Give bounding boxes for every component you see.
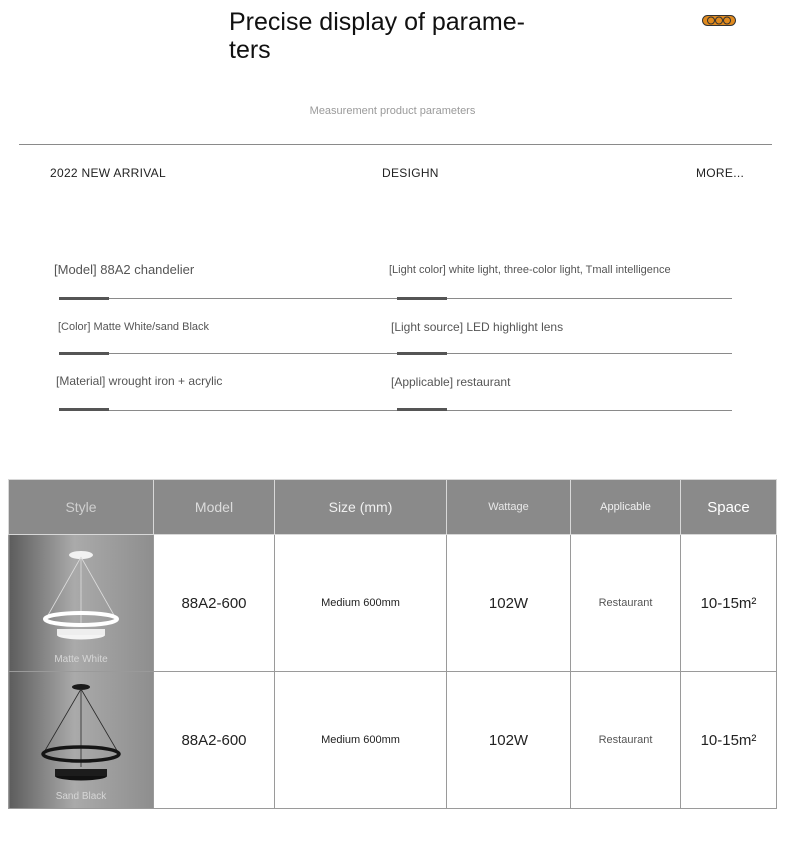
header-model: Model bbox=[154, 480, 275, 535]
cell-wattage: 102W bbox=[447, 535, 571, 672]
cell-model: 88A2-600 bbox=[154, 672, 275, 809]
divider bbox=[19, 144, 772, 145]
cell-applicable: Restaurant bbox=[571, 535, 681, 672]
section-subtitle: Measurement product parameters bbox=[309, 105, 476, 117]
param-light-source: [Light source] LED highlight lens bbox=[391, 320, 564, 334]
table-row bbox=[9, 672, 777, 809]
header-wattage: Wattage bbox=[447, 480, 571, 535]
black-chandelier-image bbox=[9, 672, 154, 808]
nav-new-arrival[interactable]: 2022 NEW ARRIVAL bbox=[50, 166, 166, 180]
brand-logo bbox=[702, 15, 736, 26]
param-divider-accent bbox=[59, 408, 109, 411]
param-material: [Material] wrought iron + acrylic bbox=[56, 374, 223, 388]
cell-space: 10-15m² bbox=[681, 535, 777, 672]
style-caption: Matte White bbox=[54, 654, 108, 665]
param-divider bbox=[59, 410, 732, 411]
spec-table bbox=[8, 479, 777, 809]
cell-wattage: 102W bbox=[447, 672, 571, 809]
cell-applicable: Restaurant bbox=[571, 672, 681, 809]
param-divider-accent bbox=[59, 352, 109, 355]
cell-model: 88A2-600 bbox=[154, 535, 275, 672]
cell-size: Medium 600mm bbox=[275, 535, 447, 672]
header-space: Space bbox=[681, 480, 777, 535]
cell-size: Medium 600mm bbox=[275, 672, 447, 809]
param-divider-accent bbox=[397, 408, 447, 411]
header-applicable: Applicable bbox=[571, 480, 681, 535]
param-divider bbox=[59, 353, 732, 354]
nav-more[interactable]: MORE... bbox=[696, 166, 745, 180]
page-title: Precise display of parame-ters bbox=[229, 8, 525, 64]
header-size: Size (mm) bbox=[275, 480, 447, 535]
cell-space: 10-15m² bbox=[681, 672, 777, 809]
param-divider-accent bbox=[59, 297, 109, 300]
style-image-cell bbox=[9, 672, 154, 809]
param-divider bbox=[59, 298, 732, 299]
style-caption: Sand Black bbox=[55, 791, 107, 802]
param-light-color: [Light color] white light, three-color light, Tmall intelligence bbox=[389, 264, 671, 276]
param-color: [Color] Matte White/sand Black bbox=[58, 321, 210, 333]
param-model: [Model] 88A2 chandelier bbox=[54, 262, 195, 277]
param-applicable: [Applicable] restaurant bbox=[391, 375, 511, 389]
table-header-row bbox=[9, 480, 777, 535]
param-divider-accent bbox=[397, 297, 447, 300]
nav-design[interactable]: DESIGHN bbox=[382, 166, 439, 180]
header-style: Style bbox=[9, 480, 154, 535]
style-image-cell bbox=[9, 535, 154, 672]
table-row bbox=[9, 535, 777, 672]
param-divider-accent bbox=[397, 352, 447, 355]
white-chandelier-image bbox=[9, 535, 154, 671]
